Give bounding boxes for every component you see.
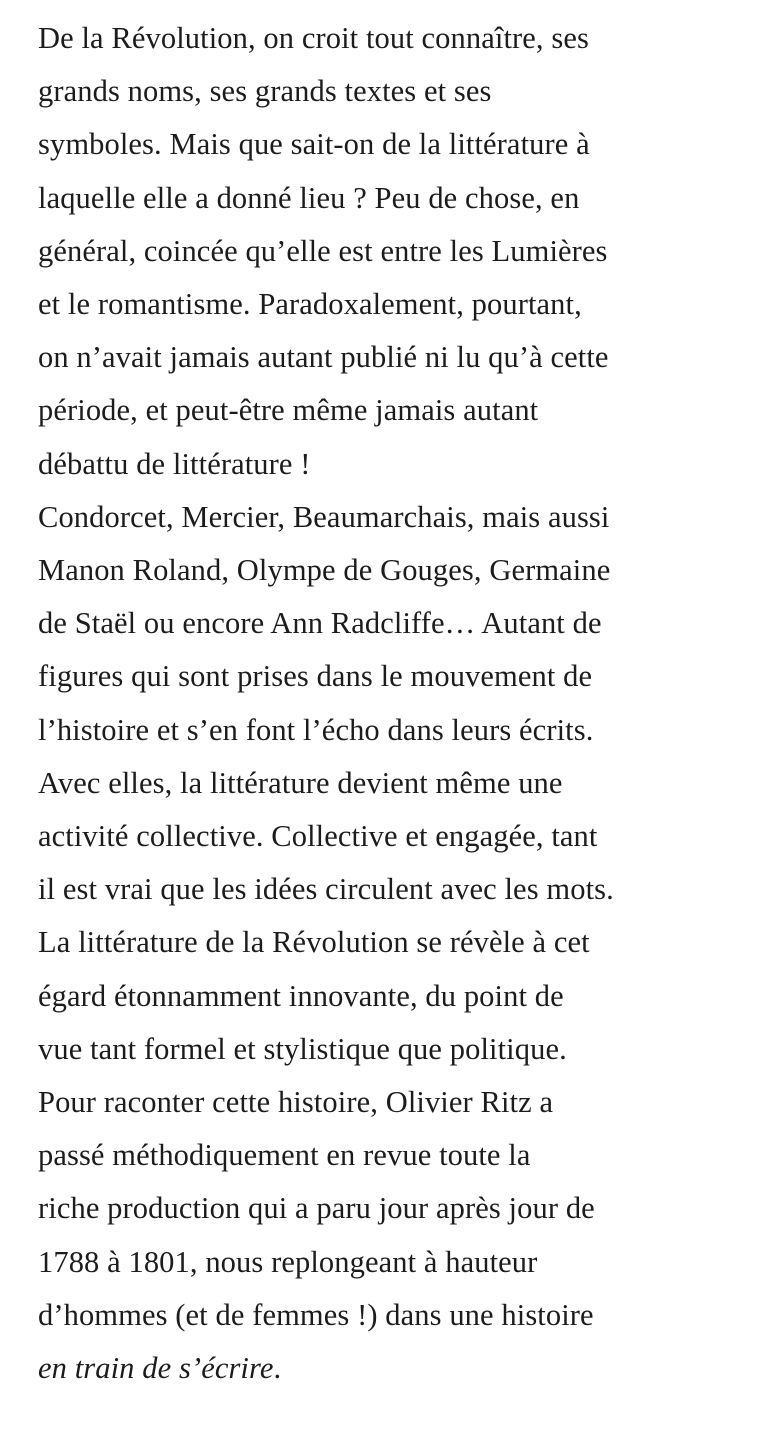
text-line: débattu de littérature ! bbox=[38, 446, 311, 481]
text-line: période, et peut-être même jamais autant bbox=[38, 393, 539, 428]
text-line: passé méthodiquement en revue toute la bbox=[38, 1138, 531, 1173]
italic-phrase: en train de s’écrire bbox=[38, 1351, 274, 1386]
text-line: De la Révolution, on croit tout connaître, ses bbox=[38, 21, 589, 55]
last-text-line bbox=[38, 1342, 738, 1395]
text-line: Pour raconter cette histoire, Olivier Ritz a bbox=[38, 1085, 554, 1120]
text-line: vue tant formel et stylistique que politique. bbox=[38, 1031, 567, 1066]
text-line: symboles. Mais que sait-on de la littérature à bbox=[38, 127, 590, 162]
text-line: figures qui sont prises dans le mouvement de bbox=[38, 659, 593, 694]
text-line: activité collective. Collective et engagée, tant bbox=[38, 819, 598, 854]
text-line: il est vrai que les idées circulent avec les mots. bbox=[38, 872, 614, 907]
text-line: grands noms, ses grands textes et ses bbox=[38, 74, 492, 109]
text-line: d’hommes (et de femmes !) dans une histoire bbox=[38, 1297, 594, 1332]
text-line: Avec elles, la littérature devient même une bbox=[38, 765, 563, 800]
text-line: laquelle elle a donné lieu ? Peu de chose, en bbox=[38, 180, 580, 215]
book-description bbox=[38, 12, 738, 1395]
text-line: 1788 à 1801, nous replongeant à hauteur bbox=[38, 1244, 538, 1279]
text-line: Condorcet, Mercier, Beaumarchais, mais aussi bbox=[38, 499, 610, 534]
text-line: on n’avait jamais autant publié ni lu qu’à cette bbox=[38, 340, 609, 375]
text-line: et le romantisme. Paradoxalement, pourtant, bbox=[38, 287, 582, 322]
text-line: égard étonnamment innovante, du point de bbox=[38, 978, 564, 1013]
text-line: de Staël ou encore Ann Radcliffe… Autant de bbox=[38, 606, 602, 641]
text-line: riche production qui a paru jour après jour de bbox=[38, 1191, 595, 1226]
final-period: . bbox=[273, 1351, 282, 1386]
text-line: général, coincée qu’elle est entre les Lumières bbox=[38, 233, 608, 268]
text-line: La littérature de la Révolution se révèle à cet bbox=[38, 925, 590, 960]
text-line: Manon Roland, Olympe de Gouges, Germaine bbox=[38, 553, 611, 588]
text-line: l’histoire et s’en font l’écho dans leurs écrits. bbox=[38, 712, 594, 747]
